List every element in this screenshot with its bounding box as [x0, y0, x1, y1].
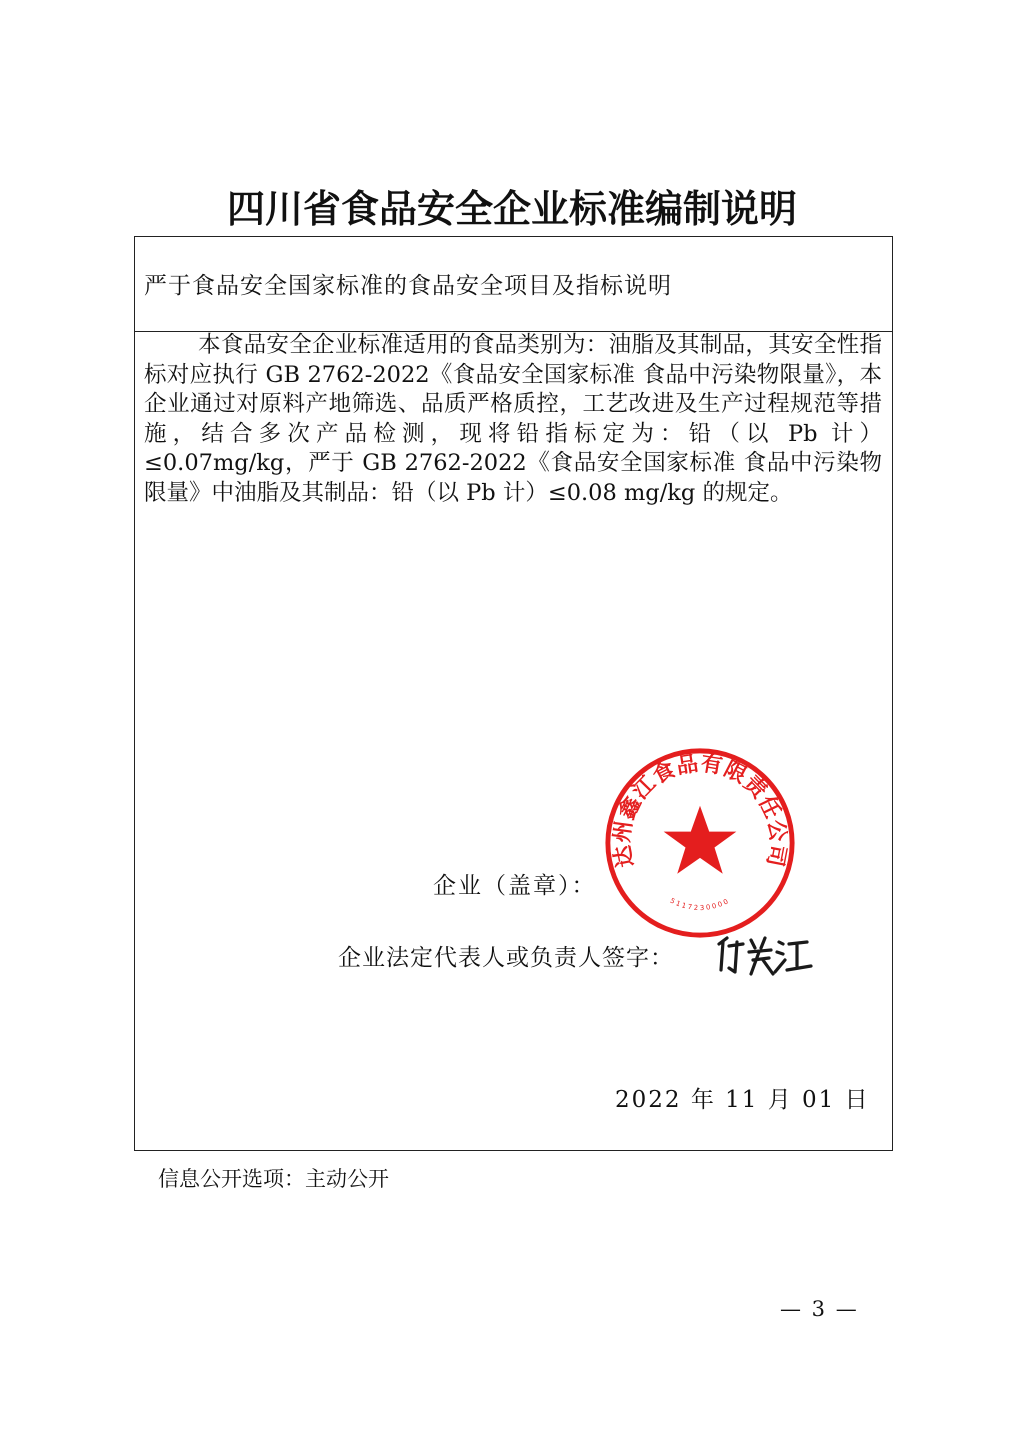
svg-text:5117230000: [669, 897, 732, 912]
seal-text: 达州鑫江食品有限责任公司: [609, 751, 791, 870]
document-date: 2022 年 11 月 01 日: [615, 1087, 870, 1113]
seal-number: 5117230000: [668, 896, 732, 913]
body-paragraph: 本食品安全企业标准适用的食品类别为：油脂及其制品，其安全性指标对应执行 GB 2762-2022《食品安全国家标准 食品中污染物限量》，本企业通过对原料产地筛选、品质严格质控，工艺改进及生产过程规范等措施，结合多次产品检测，现将铅指标定为：铅（以 Pb 计）≤0.07mg/kg，严于 GB 2762-2022《食品安全国家标准 食品中污染物限量》中油脂及其制品：铅（以 Pb 计）≤0.08 mg/kg 的规定。: [144, 332, 882, 506]
seal-star-icon: [664, 806, 737, 874]
handwritten-signature-icon: [713, 932, 813, 978]
page-number: — 3 —: [780, 1297, 859, 1321]
signature-label: 企业法定代表人或负责人签字：: [338, 945, 674, 971]
section-heading: 严于食品安全国家标准的食品安全项目及指标说明: [144, 273, 672, 299]
disclosure-option: 信息公开选项：主动公开: [158, 1167, 389, 1191]
document-title: 四川省食品安全企业标准编制说明: [226, 187, 797, 231]
explanation-table: [134, 236, 893, 1151]
body-text: [144, 331, 882, 508]
seal-label: 企业（盖章）：: [433, 873, 597, 899]
company-seal-icon: [602, 745, 798, 941]
